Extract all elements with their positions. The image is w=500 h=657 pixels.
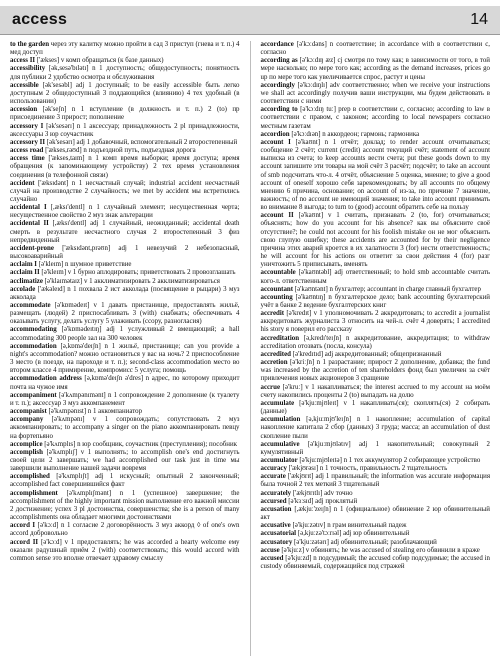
entry-headword: accomplish	[10, 448, 43, 456]
dictionary-entry	[10, 408, 240, 416]
entry-definition: [ə'kredɪtɪd] adj аккредитованный; общепризнанный	[292, 350, 442, 358]
dictionary-entry	[10, 375, 240, 391]
entry-headword: accomplice	[10, 440, 43, 448]
entry-headword: acclaim II	[10, 269, 40, 277]
entry-headword: accrue	[260, 383, 281, 391]
columns	[10, 41, 490, 656]
dictionary-entry	[10, 204, 240, 220]
entry-headword: accession	[10, 106, 38, 114]
entry-definition: [ə,kɒmə'deɪʃn ə'dres] n адрес, по которому приходит почта на чужое имя	[10, 375, 240, 391]
entry-definition: [ə'kredɪt] v 1 уполномочивать 2 аккредитовать; to accredit a journalist аккредитовать журналиста 3 относить на чей-л. счёт 4 доверять; I accredited his story я поверил его рассказу	[260, 310, 490, 334]
dictionary-entry	[10, 41, 240, 57]
entry-headword: accomplishment	[10, 489, 58, 497]
entry-definition: ['ækses,taɪm] n 1 комп время выборки; время доступа; время обращения (к запоминающему устройству) 2 тех время установления соединения (в телефонной связи)	[10, 155, 240, 179]
entry-definition: [ə'kʌmplɪʃt] adj 1 искусный; опытный 2 законченный; accomplished fact совершившийся факт	[10, 473, 240, 489]
entry-headword: accusatorial	[260, 530, 297, 538]
entry-definition: [,æksɪ'dentl] adj 1 случайный, неожиданный; accidental death смерть в результате несчастного случая 2 второстепенный 3 физ непредвиденный	[10, 220, 240, 244]
right-column	[261, 41, 491, 656]
dictionary-entry	[261, 416, 491, 440]
dictionary-entry	[261, 547, 491, 555]
entry-definition: через эту калитку можно пройти в сад 3 приступ (гнева и т. п.) 4 мед доступ	[10, 41, 240, 57]
dictionary-entry	[261, 473, 491, 489]
entry-headword: accompaniment	[10, 391, 57, 399]
dictionary-entry	[261, 212, 491, 269]
entry-definition: [ə'kʌmplɪs] n юр сообщник, соучастник (преступления); пособник	[44, 440, 238, 448]
entry-definition: [ə'kjuːzd] n подсудимый; the accused собир подсудимые; the accused in custody обвиняемый, содержащийся под стражей	[260, 554, 490, 570]
entry-headword: accommodating	[10, 326, 57, 334]
dictionary-entry	[261, 82, 491, 106]
entry-definition: [ə'kʌmplɪʃmənt] n 1 (успешное) завершение; the accomplishment of the highly important mission выполнение его важной миссии 2 достижение; успех 3 pl достоинства, совершенства; she is a person of many accomplishments она обладает многими достоинствами	[10, 489, 240, 522]
entry-headword: accessible	[10, 81, 39, 89]
dictionary-entry	[10, 57, 240, 65]
entry-definition: [ə'kɔːd] n 1 согласие 2 договорённость 3 муз аккорд ◊ of one's own accord добровольно	[10, 522, 240, 538]
entry-headword: accommodation address	[10, 375, 82, 383]
dictionary-entry	[261, 286, 491, 294]
dictionary-entry	[10, 65, 240, 81]
entry-definition: [ə'kɔːd] v 1 предоставлять; he was accorded a hearty welcome ему оказали радушный приём 2 (with) соответствовать; this would accord with common sense это вполне отвечает здравому смыслу	[10, 538, 240, 562]
entry-headword: accord I	[10, 522, 36, 530]
entry-headword: accessibility	[10, 65, 46, 73]
dictionary-entry	[10, 392, 240, 408]
entry-definition: [ə'kɒmədeɪt] v 1 давать пристанище, предоставлять жильё, размещать (людей) 2 приспосабливать 3 (with) снабжать; обеспечивать 4 оказывать услугу, делать услугу 5 улаживать (ссору, разногласия)	[10, 302, 240, 326]
entry-headword: accord II	[10, 538, 39, 546]
entry-definition: [ə'kjuːmjʊlətɪv] adj 1 накопительный; совокупный 2 кумулятивный	[260, 440, 490, 456]
entry-definition: [ək'sesərɪ] adj 1 добавочный, вспомогательный 2 второстепенный	[46, 138, 238, 146]
dictionary-entry	[10, 441, 240, 449]
entry-headword: accretion	[260, 359, 288, 367]
dictionary-entry	[261, 57, 491, 81]
entry-definition: [ək,sesə'bɪlətɪ] n 1 доступность; общедоступность; понятность для публики 2 удобство осмотра и обслуживания	[10, 65, 240, 81]
dictionary-entry	[261, 310, 491, 334]
entry-definition: [ək'sesərɪ] n 1 аксессуар; принадлежность 2 pl принадлежности, аксессуары 3 юр соучастник	[10, 122, 240, 138]
dictionary-entry	[10, 220, 240, 244]
entry-definition: [ə'kʌmpənɪst] n 1 аккомпаниатор	[48, 408, 143, 416]
entry-definition: [ə'kʌmplɪʃ] v 1 выполнять; to accomplish one's end достигнуть своей цели 2 завершать; we had accomplished our task just in time мы завершили выполнение нашей задачи вовремя	[10, 448, 240, 473]
entry-headword: accidental II	[10, 220, 49, 228]
entry-headword: acclimatize	[10, 277, 43, 285]
entry-definition: [ə'kɔːdəns] n соответствие; in accordance with в соответствии с, согласно	[260, 41, 490, 57]
entry-definition: [ə'kɜːsɪd] adj проклятый	[288, 497, 358, 505]
dictionary-entry	[261, 335, 491, 351]
entry-definition: ['ækses,rəʊd] n подъездной путь, подъездная дорога	[45, 147, 196, 155]
dictionary-entry	[261, 269, 491, 285]
entry-definition: [ə,kjuːmjʊ'leɪʃn] n 1 накопление; accumulation of capital накопление капитала 2 сбор (данных) 3 груда; масса; an accumulation of dust скопление пыли	[260, 416, 490, 440]
entry-definition: ['ækəleɪd] n 1 похвала 2 ист акколада (посвящение в рыцари) 3 муз акколада	[10, 285, 240, 301]
entry-headword: accused	[260, 554, 284, 562]
entry-headword: accusatory	[260, 538, 293, 546]
dictionary-entry	[10, 490, 240, 523]
entry-definition: [ə,kɒmə'deɪʃn] n 1 жильё, пристанище; can you provide a night's accommodation? можно остановиться у вас на ночь? 2 приспособление 3 место (в поезде, на пароходе и т. п.); second-class accommodation место во втором классе 4 примирение, компромисс 5 услуга; помощь	[10, 342, 240, 375]
entry-headword: accident-prone	[10, 244, 54, 252]
entry-headword: accordingly	[260, 81, 295, 89]
entry-definition: [ə'kaʊntɪŋ] n бухгалтерское дело; bank accounting бухгалтерский учёт в банке 2 ведение бухгалтерских книг	[260, 293, 490, 309]
dictionary-entry	[10, 539, 240, 563]
entry-headword: accountable	[260, 269, 296, 277]
entry-definition: [,ækjuː'zeɪʃn] n 1 (официальное) обвинение 2 юр обвинительный акт	[260, 505, 490, 522]
dictionary-entry	[261, 131, 491, 139]
dictionary-entry	[261, 539, 491, 547]
dictionary-entry	[10, 106, 240, 122]
entry-definition: [ə'kɒmədeɪtɪŋ] adj 1 услужливый 2 вмещающий; a hall accommodating 300 people зал на 300 человек	[10, 326, 240, 342]
entry-definition: [ə'kjuːzətərɪ] adj обвинительный; разоблачающий	[294, 538, 437, 546]
dictionary-entry	[10, 180, 240, 204]
entry-definition: [ə'kruː] v 1 накапливаться; the interest accrued to my account на моём счету накопились проценты 2 (to) выпадать на долю	[260, 383, 490, 399]
dictionary-entry	[261, 351, 491, 359]
dictionary-entry	[10, 522, 240, 538]
dictionary-entry	[10, 302, 240, 326]
page-header	[0, 6, 500, 35]
dictionary-entry	[261, 41, 491, 57]
entry-headword: accidental I	[10, 204, 47, 212]
dictionary-entry	[261, 106, 491, 130]
entry-definition: [ə'kjuːzətɪv] n грам винительный падеж	[292, 522, 407, 530]
entry-headword: according to	[260, 106, 298, 114]
dictionary-entry	[10, 278, 240, 286]
entry-headword: account II	[260, 212, 294, 220]
dictionary-entry	[10, 123, 240, 139]
dictionary-entry	[10, 269, 240, 277]
entry-definition: ['ækses] v комп обращаться (к базе данных)	[36, 57, 164, 65]
dictionary-entry	[261, 490, 491, 498]
column-divider	[250, 41, 251, 656]
dictionary-entry	[10, 245, 240, 261]
dictionary-entry	[261, 359, 491, 383]
dictionary-entry	[261, 555, 491, 571]
dictionary-entry	[10, 155, 240, 179]
entry-headword: accuracy	[260, 465, 287, 473]
entry-headword: accountant	[260, 285, 294, 293]
dictionary-entry	[10, 82, 240, 106]
entry-definition: [ə'kaʊntəbl] adj ответственный; to hold smb accountable считать кого-л. ответственным	[260, 269, 490, 285]
entry-definition: ['æksɪdənt,prəʊn] adj 1 невезучий 2 небезопасный, высокоаварийный	[10, 244, 240, 261]
entry-headword: accident	[10, 179, 35, 187]
entry-headword: access road	[10, 147, 44, 155]
dictionary-entry	[10, 147, 240, 155]
entry-headword: accumulative	[260, 440, 300, 448]
dictionary-entry	[10, 139, 240, 147]
dictionary-entry	[261, 441, 491, 457]
entry-headword: accompany	[10, 416, 44, 424]
entry-headword: account I	[260, 138, 291, 146]
dictionary-entry	[10, 416, 240, 440]
entry-headword: accursed	[260, 497, 287, 505]
dictionary-entry	[261, 530, 491, 538]
dictionary-entry	[261, 400, 491, 416]
entry-headword: accommodate	[10, 302, 51, 309]
entry-definition: [ə,kjuːzə'tɔːrɪəl] adj юр обвинительный	[297, 530, 410, 538]
running-head-word: access	[12, 11, 68, 28]
entry-definition: [ə'kʌmpənɪ] v 1 сопровождать; сопутствовать 2 муз аккомпанировать; to accompany a singer on the piano аккомпанировать певцу на фортепьяно	[10, 416, 240, 440]
entry-definition: [ə'kɔːdɪŋ tuː] prep в соответствии с, согласно; according to law в соответствии с правом, с законом; according to local newspapers согласно местным газетам	[260, 106, 490, 130]
entry-definition: [ə'kaʊntənt] n бухгалтер; accountant in charge главный бухгалтер	[294, 285, 481, 293]
dictionary-entry	[10, 326, 240, 342]
entry-headword: accumulate	[260, 399, 295, 407]
dictionary-entry	[10, 286, 240, 302]
entry-definition: [ə'kjuːmjʊleɪtə] n 1 тех аккумулятор 2 собирающее устройство	[299, 456, 481, 464]
entry-definition: ['æksɪdənt] n 1 несчастный случай; industrial accident несчастный случай на производстве 2 случайность; we met by accident мы встретились случайно	[10, 179, 240, 203]
entry-headword: accredit	[260, 310, 285, 318]
entry-headword: accomplished	[10, 473, 50, 481]
dictionary-entry	[261, 506, 491, 522]
entry-headword: acclaim I	[10, 261, 37, 269]
entry-headword: accreditation	[260, 334, 300, 342]
dictionary-entry	[10, 473, 240, 489]
dictionary-entry	[261, 498, 491, 506]
entry-headword: accumulation	[260, 416, 301, 424]
entry-definition: [ə'kleɪm] v 1 бурно аплодировать; приветствовать 2 провозглашать	[41, 269, 236, 277]
entry-definition: [ək'seʃn] n 1 вступление (в должность и т. п.) 2 (to) пр присоединение 3 прирост; пополнение	[10, 106, 240, 122]
entry-headword: accredited	[260, 350, 291, 358]
entry-headword: accurately	[260, 489, 292, 497]
entry-headword: accusation	[260, 505, 292, 513]
entry-headword: accessory II	[10, 138, 46, 146]
entry-headword: accumulator	[260, 456, 298, 464]
dictionary-entry	[261, 384, 491, 400]
entry-headword: accuse	[260, 546, 280, 554]
dictionary-entry	[10, 261, 240, 269]
entry-definition: [ə'kjuːz] v обвинять; he was accused of stealing его обвинили в краже	[281, 546, 480, 554]
entry-definition: [ə'kaʊnt] v 1 считать, признавать 2 (to, for) отчитываться; объяснять; how do you account for his absence? как вы объясните своё отсутствие?; he could not account for his foolish mistake он не мог объяснить свою глупую ошибку; these accidents are accounted for by their negligence причина этих аварий кроется в их халатности 3 (for) нести ответственность; he will account for his actions он ответит за свои действия 4 (for) разг уничтожить 5 приписывать, вменять	[260, 212, 490, 269]
entry-headword: accompanist	[10, 408, 47, 416]
entry-definition: [ə'kɔːdɪŋ æz] cj смотря по тому как; в зависимости от того, в той мере насколько; по мере того как; according as the demand increases, prices go up по мере того как увеличивается спрос, растут и цены	[260, 57, 490, 81]
dictionary-entry	[261, 457, 491, 465]
entry-definition: [ə'kjuːmjʊleɪt] v 1 накапливать(ся); скоплять(ся) 2 собирать (данные)	[260, 399, 490, 416]
entry-headword: to the garden	[10, 41, 50, 48]
entry-definition: [ə'kleɪm] n шумное приветствие	[38, 261, 132, 269]
entry-definition: [ə'klaɪmətaɪz] v 1 акклиматизировать 2 акклиматизироваться	[44, 277, 220, 285]
dictionary-entry	[261, 522, 491, 530]
left-column	[10, 41, 240, 656]
entry-definition: ['ækjʊrɪt] adj 1 правильный; the information was accurate информация была точной 2 тех меткий 3 тщательный	[260, 473, 490, 489]
dictionary-entry	[10, 343, 240, 376]
entry-headword: access II	[10, 57, 36, 65]
dictionary-entry	[10, 449, 240, 473]
entry-headword: accusative	[260, 522, 291, 530]
entry-headword: accurate	[260, 473, 286, 481]
page-number: 14	[470, 11, 488, 28]
entry-definition: [ə'kriːʃn] n 1 разрастание; прирост 2 дополнение, добавка; the fund was increased by the accretion of ten shareholders фонд был увеличен за счёт привлечения новых акционеров 3 сращение	[260, 359, 490, 383]
entry-headword: accolade	[10, 285, 36, 293]
entry-definition: [ə,kredɪ'teɪʃn] n аккредитование, аккредитация; to withdraw accreditation отозвать (посла, консула)	[260, 334, 490, 350]
entry-definition: [ə'kʌmpənɪmənt] n 1 сопровождение 2 дополнение (к туалету и т. п.); аксессуар 3 муз аккомпанемент	[10, 391, 240, 407]
entry-definition: [ə'kaʊnt] n 1 отчёт; доклад; to render account отчитываться; сообщение 2 счёт; current (credit) account текущий счёт; statement of account выписка из счета; to keep accounts вести счета; put these goods down to my account запишите эти товары на мой счёт 3 расчёт; подсчёт; to take an account of smb подсчитать что-л. 4 отчёт, объяснение 5 оценка, мнение; to give a good account of oneself хорошо себя зарекомендовать; by all accounts по общему мнению 6 причина, основание; on account of из-за, по причине 7 значение, важность; of no account не имеющий значения; to take into account принимать во внимание 8 выгода; to turn to (good) account обратить себе на пользу	[260, 138, 490, 212]
entry-headword: access time	[10, 155, 45, 163]
dictionary-entry	[261, 465, 491, 473]
entry-definition: [,æksɪ'dentl] n 1 случайный элемент; несущественная черта; несущественное свойство 2 муз знак альтерации	[10, 204, 240, 220]
entry-definition: ['ækjʊrɪtlɪ] adv точно	[292, 489, 353, 497]
dictionary-entry	[261, 139, 491, 212]
entry-headword: accordion	[260, 130, 290, 138]
entry-headword: accordance	[260, 41, 294, 48]
entry-headword: accessory I	[10, 122, 44, 130]
entry-headword: accounting	[260, 293, 293, 301]
entry-headword: accommodation	[10, 342, 57, 350]
entry-definition: ['ækjʊrəsɪ] n 1 точность, правильность 2 тщательность	[288, 465, 448, 473]
dictionary-entry	[261, 294, 491, 310]
entry-definition: [ək'sesəbl] adj 1 доступный; to be easily accessible быть легко доступным 2 общедоступный 3 поддающийся (влиянию) 4 тех удобный (в использовании)	[10, 81, 240, 106]
entry-definition: [ə'kɔːdɪən] n аккордеон; гармонь; гармоника	[291, 130, 420, 138]
entry-headword: according as	[260, 57, 298, 65]
entry-definition: [ə'kɔːdɪŋlɪ] adv соответственно; when we receive your instructions we shall act accordingly получив ваши инструкции, мы будем действовать в соответствии с ними	[260, 81, 490, 106]
